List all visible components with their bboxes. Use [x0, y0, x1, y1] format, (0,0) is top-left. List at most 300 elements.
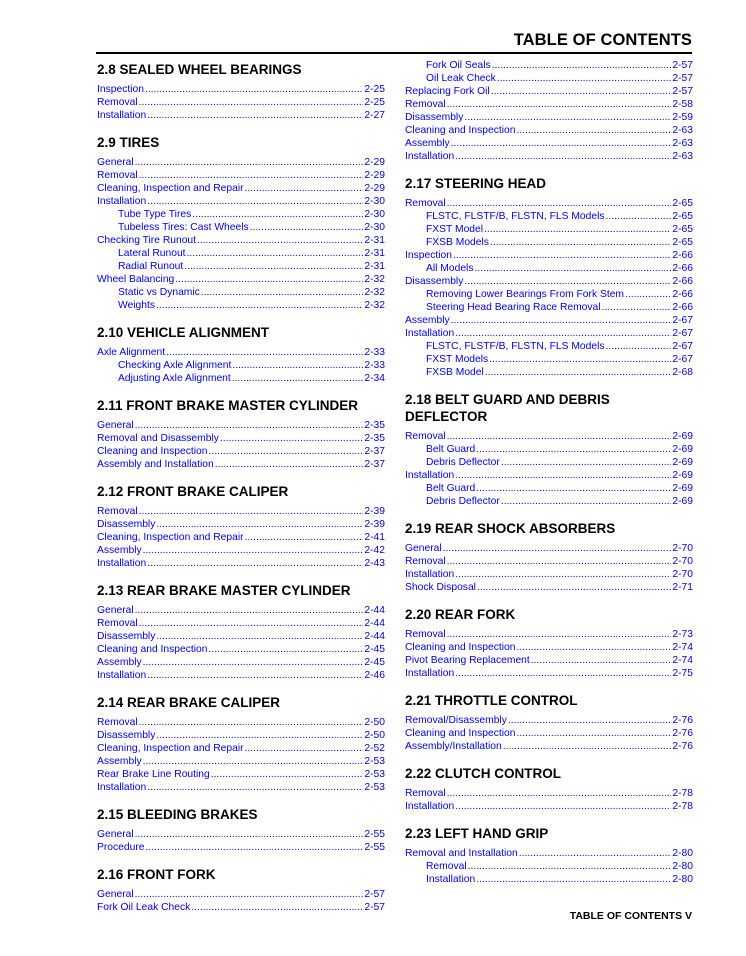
- toc-entry-flstc-flstf-b-flstn-fls-models[interactable]: [405, 340, 693, 353]
- dot-leader: [477, 581, 671, 594]
- toc-entry-installation[interactable]: [405, 667, 693, 680]
- toc-entry-cleaning-and-inspection[interactable]: [97, 445, 385, 458]
- toc-entry-general[interactable]: [405, 542, 693, 555]
- dot-leader: [145, 83, 363, 96]
- toc-entry-page: 2-55: [364, 842, 385, 853]
- toc-entry-page: 2-69: [672, 431, 693, 442]
- toc-entry-label: Assembly: [405, 138, 450, 149]
- dot-leader: [455, 667, 671, 680]
- toc-entry-tube-type-tires[interactable]: [97, 208, 385, 221]
- toc-entry-label: Disassembly: [405, 276, 464, 287]
- toc-entry-page: 2-78: [672, 801, 693, 812]
- dot-leader: [192, 208, 363, 221]
- toc-entry-page: 2-55: [364, 829, 385, 840]
- toc-entry-belt-guard[interactable]: [405, 482, 693, 495]
- toc-entry-page: 2-57: [672, 60, 693, 71]
- toc-entry-cleaning-and-inspection[interactable]: [97, 643, 385, 656]
- dot-leader: [531, 654, 672, 667]
- toc-entry-replacing-fork-oil[interactable]: [405, 85, 693, 98]
- toc-entry-page: 2-29: [364, 170, 385, 181]
- toc-entry-label: Tubeless Tires: Cast Wheels: [118, 222, 249, 233]
- toc-entry-removal[interactable]: [405, 787, 693, 800]
- toc-entry-page: 2-70: [672, 543, 693, 554]
- toc-entry-all-models[interactable]: [405, 262, 693, 275]
- toc-entry-label: Removal: [405, 788, 446, 799]
- toc-entry-label: Procedure: [97, 842, 145, 853]
- toc-entry-label: Disassembly: [97, 631, 156, 642]
- toc-entry-page: 2-70: [672, 556, 693, 567]
- toc-entry-page: 2-66: [672, 289, 693, 300]
- toc-entry-assembly-and-installation[interactable]: [97, 458, 385, 471]
- toc-entry-assembly[interactable]: [97, 755, 385, 768]
- toc-section: [97, 61, 385, 122]
- toc-entry-label: Installation: [97, 196, 147, 207]
- toc-entry-label: Inspection: [405, 250, 452, 261]
- toc-entry-label: General: [405, 543, 442, 554]
- section-title: 2.12 FRONT BRAKE CALIPER: [97, 484, 289, 499]
- toc-entry-page: 2-35: [364, 420, 385, 431]
- toc-entry-page: 2-50: [364, 730, 385, 741]
- toc-entry-installation[interactable]: [97, 669, 385, 682]
- dot-leader: [147, 781, 363, 794]
- toc-entry-cleaning-and-inspection[interactable]: [405, 641, 693, 654]
- dot-leader: [491, 85, 672, 98]
- dot-leader: [602, 301, 672, 314]
- toc-entry-page: 2-74: [672, 655, 693, 666]
- toc-entry-page: 2-30: [364, 209, 385, 220]
- toc-entry-disassembly[interactable]: [405, 275, 693, 288]
- dot-leader: [447, 555, 672, 568]
- toc-entry-general[interactable]: [97, 828, 385, 841]
- toc-entry-page: 2-37: [364, 459, 385, 470]
- toc-entry-label: Cleaning and Inspection: [405, 125, 516, 136]
- toc-entry-label: Assembly/Installation: [405, 741, 502, 752]
- toc-entry-label: Fork Oil Seals: [426, 60, 491, 71]
- dot-leader: [455, 327, 671, 340]
- toc-entry-label: Debris Deflector: [426, 496, 500, 507]
- toc-entry-page: 2-57: [672, 73, 693, 84]
- toc-entry-page: 2-74: [672, 642, 693, 653]
- toc-entry-removal[interactable]: [405, 555, 693, 568]
- toc-section: [405, 825, 693, 886]
- toc-entry-label: Removal: [405, 556, 446, 567]
- toc-entry-checking-tire-runout[interactable]: [97, 234, 385, 247]
- toc-entry-disassembly[interactable]: [97, 630, 385, 643]
- toc-entry-label: General: [97, 889, 134, 900]
- toc-entry-weights[interactable]: [97, 299, 385, 312]
- toc-entry-label: Adjusting Axle Alignment: [118, 373, 231, 384]
- dot-leader: [453, 249, 671, 262]
- toc-entry-removal[interactable]: [97, 169, 385, 182]
- toc-entry-label: Cleaning, Inspection and Repair: [97, 183, 244, 194]
- dot-leader: [455, 469, 671, 482]
- toc-entry-label: Removal/Disassembly: [405, 715, 507, 726]
- dot-leader: [139, 96, 364, 109]
- toc-entry-label: Assembly: [97, 756, 142, 767]
- toc-entry-general[interactable]: [97, 888, 385, 901]
- toc-entry-removal-and-installation[interactable]: [405, 847, 693, 860]
- section-title: 2.20 REAR FORK: [405, 607, 516, 622]
- toc-entry-pivot-bearing-replacement[interactable]: [405, 654, 693, 667]
- toc-entry-label: Removal and Installation: [405, 848, 518, 859]
- toc-entry-label: Axle Alignment: [97, 347, 166, 358]
- toc-entry-removal[interactable]: [97, 617, 385, 630]
- toc-entry-fxsb-models[interactable]: [405, 236, 693, 249]
- toc-entry-page: 2-66: [672, 250, 693, 261]
- section-title: 2.13 REAR BRAKE MASTER CYLINDER: [97, 583, 351, 598]
- toc-entry-label: Removal: [97, 618, 138, 629]
- toc-entry-inspection[interactable]: [405, 249, 693, 262]
- toc-entry-page: 2-27: [364, 110, 385, 121]
- toc-entry-fxst-model[interactable]: [405, 223, 693, 236]
- toc-entry-cleaning-inspection-and-repair[interactable]: [97, 182, 385, 195]
- section-title: 2.10 VEHICLE ALIGNMENT: [97, 325, 270, 340]
- dot-leader: [215, 458, 364, 471]
- toc-entry-label: Installation: [405, 151, 455, 162]
- dot-leader: [476, 482, 671, 495]
- toc-entry-disassembly[interactable]: [405, 111, 693, 124]
- toc-entry-label: Steering Head Bearing Race Removal: [426, 302, 601, 313]
- toc-entry-label: Installation: [426, 874, 476, 885]
- toc-entry-fxsb-model[interactable]: [405, 366, 693, 379]
- toc-entry-assembly[interactable]: [97, 656, 385, 669]
- toc-entry-label: Wheel Balancing: [97, 274, 175, 285]
- toc-entry-installation[interactable]: [405, 568, 693, 581]
- dot-leader: [451, 314, 672, 327]
- toc-entry-installation[interactable]: [405, 873, 693, 886]
- dot-leader: [139, 169, 364, 182]
- toc-entry-adjusting-axle-alignment[interactable]: [97, 372, 385, 385]
- toc-entry-removal[interactable]: [405, 628, 693, 641]
- toc-entry-installation[interactable]: [405, 327, 693, 340]
- toc-entry-installation[interactable]: [405, 800, 693, 813]
- dot-leader: [451, 137, 672, 150]
- toc-entry-removal-disassembly[interactable]: [405, 714, 693, 727]
- dot-leader: [143, 544, 364, 557]
- toc-entry-axle-alignment[interactable]: [97, 346, 385, 359]
- toc-entry-assembly[interactable]: [97, 544, 385, 557]
- dot-leader: [211, 768, 364, 781]
- toc-entry-label: Assembly: [405, 315, 450, 326]
- page-footer: TABLE OF CONTENTS V: [569, 910, 692, 922]
- toc-entry-lateral-runout[interactable]: [97, 247, 385, 260]
- toc-entry-page: 2-67: [672, 341, 693, 352]
- section-title: 2.11 FRONT BRAKE MASTER CYLINDER: [97, 398, 359, 413]
- toc-entry-disassembly[interactable]: [97, 729, 385, 742]
- dot-leader: [209, 643, 364, 656]
- toc-entry-label: Removal: [405, 99, 446, 110]
- toc-entry-installation[interactable]: [97, 557, 385, 570]
- toc-entry-page: 2-67: [672, 328, 693, 339]
- dot-leader: [517, 641, 672, 654]
- toc-entry-label: FLSTC, FLSTF/B, FLSTN, FLS Models: [426, 341, 605, 352]
- toc-entry-page: 2-33: [364, 360, 385, 371]
- toc-entry-debris-deflector[interactable]: [405, 456, 693, 469]
- toc-entry-page: 2-30: [364, 222, 385, 233]
- toc-entry-page: 2-53: [364, 769, 385, 780]
- toc-entry-label: Cleaning and Inspection: [405, 728, 516, 739]
- toc-entry-label: General: [97, 829, 134, 840]
- dot-leader: [143, 755, 364, 768]
- toc-entry-page: 2-69: [672, 470, 693, 481]
- toc-entry-label: General: [97, 605, 134, 616]
- toc-section: [97, 694, 385, 794]
- toc-section: [405, 692, 693, 753]
- dot-leader: [139, 505, 364, 518]
- toc-entry-page: 2-53: [364, 782, 385, 793]
- dot-leader: [232, 359, 363, 372]
- toc-entry-assembly[interactable]: [405, 314, 693, 327]
- toc-entry-page: 2-65: [672, 198, 693, 209]
- toc-entry-label: Removal: [426, 861, 467, 872]
- toc-entry-belt-guard[interactable]: [405, 443, 693, 456]
- toc-entry-installation[interactable]: [405, 469, 693, 482]
- toc-entry-page: 2-32: [364, 287, 385, 298]
- toc-entry-page: 2-76: [672, 741, 693, 752]
- toc-entry-flstc-flstf-b-flstn-fls-models[interactable]: [405, 210, 693, 223]
- toc-entry-label: Disassembly: [97, 730, 156, 741]
- header-rule: [96, 52, 692, 54]
- toc-entry-shock-disposal[interactable]: [405, 581, 693, 594]
- toc-entry-label: Replacing Fork Oil: [405, 86, 490, 97]
- section-title: 2.9 TIRES: [97, 135, 160, 150]
- toc-entry-assembly-installation[interactable]: [405, 740, 693, 753]
- toc-entry-radial-runout[interactable]: [97, 260, 385, 273]
- toc-entry-inspection[interactable]: [97, 83, 385, 96]
- toc-entry-page: 2-37: [364, 446, 385, 457]
- dot-leader: [143, 656, 364, 669]
- toc-entry-label: Weights: [118, 300, 156, 311]
- dot-leader: [455, 800, 671, 813]
- toc-entry-page: 2-44: [364, 605, 385, 616]
- dot-leader: [147, 669, 363, 682]
- toc-entry-general[interactable]: [97, 604, 385, 617]
- toc-entry-label: Cleaning and Inspection: [405, 642, 516, 653]
- section-title: 2.17 STEERING HEAD: [405, 176, 547, 191]
- toc-entry-label: FXST Models: [426, 354, 489, 365]
- toc-entry-page: 2-41: [364, 532, 385, 543]
- toc-entry-removal[interactable]: [405, 860, 693, 873]
- toc-entry-label: Radial Runout: [118, 261, 184, 272]
- toc-entry-installation[interactable]: [97, 781, 385, 794]
- dot-leader: [232, 372, 364, 385]
- dot-leader: [501, 495, 672, 508]
- toc-entry-label: Installation: [405, 328, 455, 339]
- toc-entry-label: Fork Oil Leak Check: [97, 902, 191, 913]
- toc-entry-page: 2-69: [672, 496, 693, 507]
- toc-entry-label: Installation: [97, 782, 147, 793]
- toc-section: [405, 520, 693, 594]
- toc-entry-installation[interactable]: [97, 195, 385, 208]
- dot-leader: [135, 419, 364, 432]
- toc-entry-removal-and-disassembly[interactable]: [97, 432, 385, 445]
- toc-entry-removal[interactable]: [405, 197, 693, 210]
- dot-leader: [147, 557, 363, 570]
- toc-entry-label: Installation: [405, 801, 455, 812]
- section-title: 2.16 FRONT FORK: [97, 867, 216, 882]
- section-title: 2.22 CLUTCH CONTROL: [405, 766, 562, 781]
- dot-leader: [201, 286, 364, 299]
- toc-right-column: [405, 59, 693, 886]
- toc-entry-page: 2-80: [672, 848, 693, 859]
- dot-leader: [455, 568, 671, 581]
- toc-entry-page: 2-65: [672, 211, 693, 222]
- toc-entry-page: 2-76: [672, 715, 693, 726]
- dot-leader: [139, 617, 364, 630]
- toc-entry-cleaning-inspection-and-repair[interactable]: [97, 531, 385, 544]
- dot-leader: [209, 445, 364, 458]
- toc-entry-removal[interactable]: [97, 96, 385, 109]
- toc-entry-static-vs-dynamic[interactable]: [97, 286, 385, 299]
- toc-entry-page: 2-39: [364, 519, 385, 530]
- dot-leader: [492, 59, 672, 72]
- toc-entry-page: 2-31: [364, 248, 385, 259]
- toc-entry-label: Installation: [97, 110, 147, 121]
- dot-leader: [476, 873, 671, 886]
- section-title: 2.14 REAR BRAKE CALIPER: [97, 695, 281, 710]
- toc-entry-tubeless-tires-cast-wheels[interactable]: [97, 221, 385, 234]
- toc-entry-label: FXSB Models: [426, 237, 489, 248]
- dot-leader: [135, 888, 364, 901]
- toc-entry-page: 2-59: [672, 112, 693, 123]
- toc-entry-installation[interactable]: [97, 109, 385, 122]
- toc-entry-cleaning-inspection-and-repair[interactable]: [97, 742, 385, 755]
- dot-leader: [220, 432, 363, 445]
- toc-entry-label: Removal: [405, 198, 446, 209]
- toc-entry-fork-oil-seals[interactable]: [405, 59, 693, 72]
- toc-section: [97, 397, 385, 471]
- section-title: 2.23 LEFT HAND GRIP: [405, 826, 549, 841]
- toc-entry-page: 2-31: [364, 235, 385, 246]
- toc-section: [97, 582, 385, 682]
- toc-entry-label: Shock Disposal: [405, 582, 476, 593]
- toc-entry-fxst-models[interactable]: [405, 353, 693, 366]
- dot-leader: [485, 366, 672, 379]
- dot-leader: [489, 353, 671, 366]
- toc-entry-page: 2-46: [364, 670, 385, 681]
- toc-entry-removing-lower-bearings-from-fork-stem[interactable]: [405, 288, 693, 301]
- toc-entry-oil-leak-check[interactable]: [405, 72, 693, 85]
- toc-entry-steering-head-bearing-race-removal[interactable]: [405, 301, 693, 314]
- toc-entry-page: 2-66: [672, 263, 693, 274]
- toc-entry-label: Inspection: [97, 84, 144, 95]
- toc-entry-label: Tube Type Tires: [118, 209, 192, 220]
- toc-section: [405, 765, 693, 813]
- toc-entry-page: 2-80: [672, 874, 693, 885]
- dot-leader: [175, 273, 363, 286]
- toc-entry-removal[interactable]: [97, 505, 385, 518]
- toc-entry-cleaning-and-inspection[interactable]: [405, 727, 693, 740]
- toc-entry-installation[interactable]: [405, 150, 693, 163]
- dot-leader: [135, 156, 364, 169]
- toc-entry-general[interactable]: [97, 156, 385, 169]
- toc-entry-label: Installation: [97, 670, 147, 681]
- toc-entry-general[interactable]: [97, 419, 385, 432]
- dot-leader: [139, 716, 364, 729]
- toc-entry-page: 2-71: [672, 582, 693, 593]
- toc-entry-label: FXSB Model: [426, 367, 484, 378]
- dot-leader: [135, 828, 364, 841]
- dot-leader: [503, 740, 672, 753]
- toc-entry-removal[interactable]: [405, 430, 693, 443]
- toc-entry-label: Oil Leak Check: [426, 73, 496, 84]
- dot-leader: [146, 841, 364, 854]
- dot-leader: [443, 542, 672, 555]
- toc-entry-page: 2-78: [672, 788, 693, 799]
- toc-entry-label: Checking Tire Runout: [97, 235, 197, 246]
- toc-entry-wheel-balancing[interactable]: [97, 273, 385, 286]
- toc-entry-procedure[interactable]: [97, 841, 385, 854]
- toc-entry-page: 2-45: [364, 644, 385, 655]
- toc-entry-page: 2-42: [364, 545, 385, 556]
- toc-entry-label: Installation: [405, 668, 455, 679]
- dot-leader: [156, 729, 363, 742]
- dot-leader: [475, 262, 672, 275]
- dot-leader: [490, 236, 671, 249]
- section-title: 2.18 BELT GUARD AND DEBRIS DEFLECTOR: [405, 392, 610, 424]
- toc-entry-label: Checking Axle Alignment: [118, 360, 232, 371]
- dot-leader: [517, 124, 672, 137]
- toc-entry-label: Removal: [405, 431, 446, 442]
- toc-entry-page: 2-29: [364, 157, 385, 168]
- toc-entry-page: 2-39: [364, 506, 385, 517]
- dot-leader: [156, 518, 363, 531]
- toc-entry-label: Removal: [97, 170, 138, 181]
- dot-leader: [517, 727, 672, 740]
- dot-leader: [197, 234, 363, 247]
- toc-entry-label: Removal and Disassembly: [97, 433, 219, 444]
- toc-entry-label: Installation: [405, 569, 455, 580]
- toc-entry-label: FLSTC, FLSTF/B, FLSTN, FLS Models: [426, 211, 605, 222]
- toc-entry-page: 2-69: [672, 483, 693, 494]
- dot-leader: [191, 901, 363, 914]
- toc-entry-page: 2-76: [672, 728, 693, 739]
- section-title: 2.21 THROTTLE CONTROL: [405, 693, 578, 708]
- toc-entry-page: 2-80: [672, 861, 693, 872]
- dot-leader: [508, 714, 672, 727]
- toc-entry-page: 2-43: [364, 558, 385, 569]
- toc-entry-removal[interactable]: [405, 98, 693, 111]
- toc-section: [97, 866, 385, 914]
- toc-entry-checking-axle-alignment[interactable]: [97, 359, 385, 372]
- toc-entry-cleaning-and-inspection[interactable]: [405, 124, 693, 137]
- toc-entry-label: Rear Brake Line Routing: [97, 769, 210, 780]
- toc-entry-page: 2-69: [672, 444, 693, 455]
- dot-leader: [447, 787, 672, 800]
- toc-entry-label: Cleaning and Inspection: [97, 446, 208, 457]
- toc-entry-label: Debris Deflector: [426, 457, 500, 468]
- toc-entry-page: 2-50: [364, 717, 385, 728]
- dot-leader: [147, 195, 363, 208]
- toc-entry-label: Assembly: [97, 545, 142, 556]
- toc-entry-page: 2-73: [672, 629, 693, 640]
- dot-leader: [455, 150, 671, 163]
- toc-section: [405, 606, 693, 680]
- toc-entry-page: 2-45: [364, 657, 385, 668]
- toc-entry-disassembly[interactable]: [97, 518, 385, 531]
- dot-leader: [625, 288, 671, 301]
- toc-entry-removal[interactable]: [97, 716, 385, 729]
- toc-entry-page: 2-30: [364, 196, 385, 207]
- toc-entry-label: Disassembly: [97, 519, 156, 530]
- toc-entry-page: 2-44: [364, 631, 385, 642]
- toc-entry-label: Belt Guard: [426, 483, 476, 494]
- toc-entry-rear-brake-line-routing[interactable]: [97, 768, 385, 781]
- toc-entry-assembly[interactable]: [405, 137, 693, 150]
- toc-entry-debris-deflector[interactable]: [405, 495, 693, 508]
- toc-entry-label: Belt Guard: [426, 444, 476, 455]
- toc-entry-fork-oil-leak-check[interactable]: [97, 901, 385, 914]
